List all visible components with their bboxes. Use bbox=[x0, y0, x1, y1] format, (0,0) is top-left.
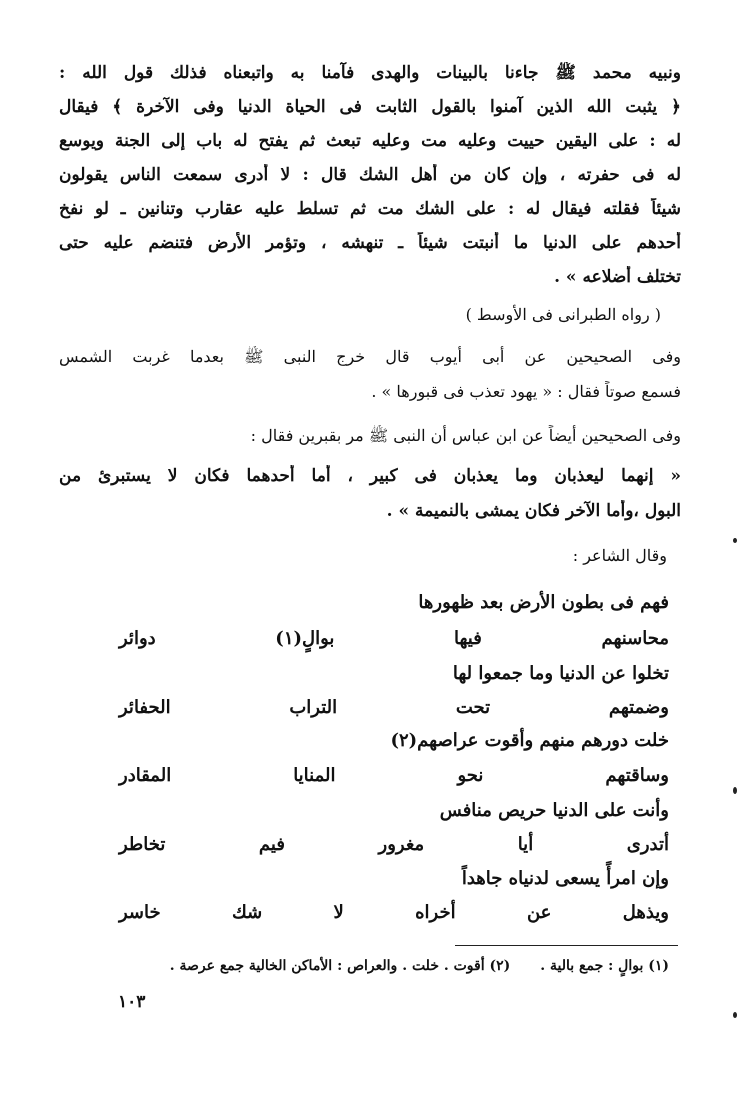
text-line: فسمع صوتاً فقال : « يهود تعذب فى قبورها » . bbox=[371, 382, 681, 401]
verse-line: خلت دورهم منهم وأقوت عراصهم(٢) bbox=[390, 730, 669, 751]
scan-speck bbox=[733, 538, 737, 543]
text-line: وفى الصحيحين عن أبى أيوب قال خرج النبى ﷺ بعدما غربت الشمس bbox=[59, 347, 681, 366]
footnotes bbox=[129, 958, 669, 974]
footnote-divider bbox=[455, 945, 678, 946]
verse-line: تخلوا عن الدنيا وما جمعوا لها bbox=[452, 663, 669, 684]
text-line: شيئاً فقلته فيقال له : على الشك مت ثم تسلط عليه عقارب وتنانين ـ لو نفخ bbox=[59, 199, 681, 219]
text-line: ﴿ يثبت الله الذين آمنوا بالقول الثابت فى الحياة الدنيا وفى الآخرة ﴾ فيقال bbox=[59, 97, 681, 117]
text-line: وفى الصحيحين أيضاً عن ابن عباس أن النبى ﷺ مر بقبرين فقال : bbox=[250, 426, 681, 445]
poet-intro: وقال الشاعر : bbox=[572, 546, 667, 565]
verse-line: ويذهل عن أخراه لا شك خاسر bbox=[119, 902, 669, 923]
verse-line: وأنت على الدنيا حريص منافس bbox=[439, 800, 669, 821]
citation: ( رواه الطبرانى فى الأوسط ) bbox=[465, 305, 661, 324]
verse-line: أتدرى أيا مغرور فيم تخاطر bbox=[119, 834, 669, 855]
scan-speck bbox=[733, 1012, 737, 1018]
footnote-2: (٢) أقوت . خلت . والعراص : الأماكن الخالية جمع عرصة . bbox=[169, 958, 511, 974]
verse-line: وساقتهم نحو المنايا المقادر bbox=[119, 765, 669, 786]
verse-line: وضمتهم تحت التراب الحفائر bbox=[119, 697, 669, 718]
verse-line: فهم فى بطون الأرض بعد ظهورها bbox=[418, 592, 669, 613]
verse-line: وإن امرأً يسعى لدنياه جاهداً bbox=[461, 868, 669, 889]
text-line: تختلف أضلاعه » . bbox=[554, 267, 681, 287]
text-line: ونبيه محمد ﷺ جاءنا بالبينات والهدى فآمنا به واتبعناه فذلك قول الله : bbox=[59, 63, 681, 83]
verse-line: محاسنهم فيها بوالٍ(١) دوائر bbox=[119, 628, 670, 649]
text-line: أحدهم على الدنيا ما أنبتت شيئاً ـ تنهشه ، وتؤمر الأرض فتنضم عليه حتى bbox=[59, 233, 681, 253]
footnote-1: (١) بوالٍ : جمع بالية . bbox=[540, 958, 669, 974]
text-line: « إنهما ليعذبان وما يعذبان فى كبير ، أما أحدهما فكان لا يستبرئ من bbox=[59, 466, 681, 486]
text-line: له فى حفرته ، وإن كان من أهل الشك قال : لا أدرى سمعت الناس يقولون bbox=[59, 165, 681, 185]
page-number: ١٠٣ bbox=[118, 992, 146, 1012]
text-line: له : على اليقين حييت وعليه مت وعليه تبعث ثم يفتح له باب إلى الجنة ويوسع bbox=[59, 131, 681, 151]
scan-speck bbox=[733, 787, 737, 794]
text-line: البول ،وأما الآخر فكان يمشى بالنميمة » . bbox=[386, 501, 681, 521]
